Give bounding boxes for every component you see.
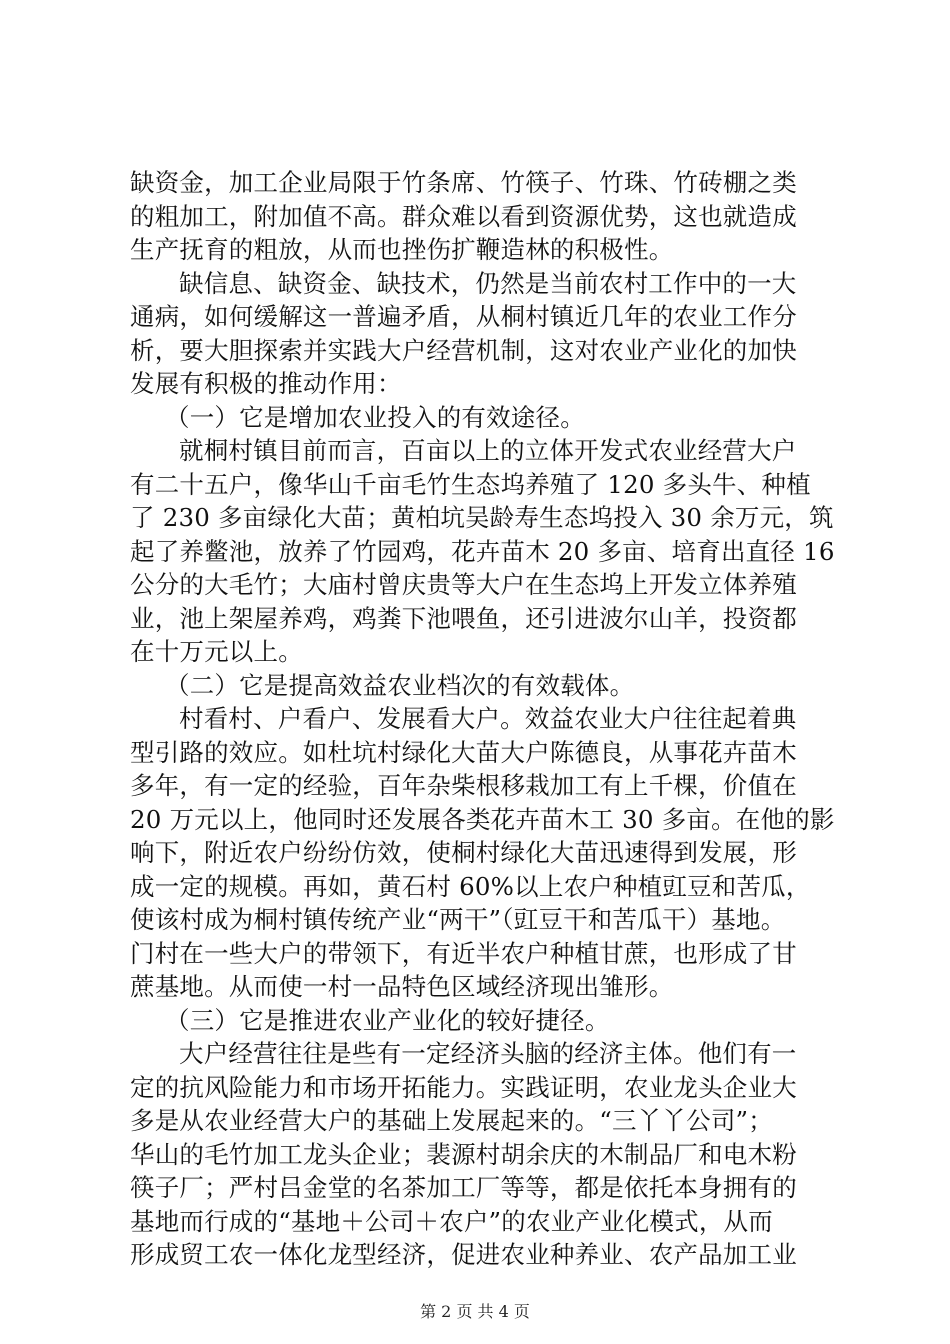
- text-line: 多是从农业经营大户的基础上发展起来的。“三丫丫公司”；: [130, 1106, 773, 1135]
- text-line: 华山的毛竹加工龙头企业；裴源村胡余庆的木制品厂和电木粉: [130, 1139, 797, 1169]
- text-line: 在十万元以上。: [130, 637, 303, 666]
- text-line: 定的抗风险能力和市场开拓能力。实践证明，农业龙头企业大: [130, 1072, 797, 1102]
- text-line: 村看村、户看户、发展看大户。效益农业大户往往起着典: [179, 704, 797, 733]
- text-line: 生产抚育的粗放，从而也挫伤扩鞭造林的积极性。: [130, 235, 674, 264]
- text-line: 了 230 多亩绿化大苗；黄柏坑吴龄寿生态坞投入 30 余万元，筑: [130, 503, 834, 532]
- text-line: 起了养鳖池，放养了竹园鸡，花卉苗木 20 多亩、培育出直径 16: [130, 536, 835, 566]
- text-line: 使该村成为桐村镇传统产业“两干”（豇豆干和苦瓜干）基地。: [130, 905, 786, 934]
- text-line: 多年，有一定的经验，百年杂柴根移栽加工有上千棵，价值在: [130, 771, 797, 800]
- page-footer: 第 2 页 共 4 页: [420, 1302, 530, 1321]
- section-heading-line: （一）它是增加农业投入的有效途径。: [165, 402, 585, 432]
- text-line: 通病，如何缓解这一普遍矛盾，从桐村镇近几年的农业工作分: [130, 302, 797, 331]
- text-line: 缺资金，加工企业局限于竹条席、竹筷子、竹珠、竹砖棚之类: [130, 168, 797, 197]
- text-line: 发展有积极的推动作用：: [130, 369, 402, 398]
- text-line: 20 万元以上，他同时还发展各类花卉苗木工 30 多亩。在他的影: [130, 804, 835, 834]
- text-line: 蔗基地。从而使一村一品特色区域经济现出雏形。: [130, 972, 674, 1001]
- text-line: 筷子厂；严村吕金堂的名茶加工厂等等，都是依托本身拥有的: [130, 1173, 797, 1202]
- document-body: [130, 166, 835, 1272]
- text-line: 析，要大胆探索并实践大户经营机制，这对农业产业化的加快: [130, 335, 797, 365]
- text-line: 公分的大毛竹；大庙村曾庆贵等大户在生态坞上开发立体养殖: [130, 570, 797, 599]
- text-line: 形成贸工农一体化龙型经济，促进农业种养业、农产品加工业: [130, 1240, 797, 1269]
- text-line: 门村在一些大户的带领下，有近半农户种植甘蔗，也形成了甘: [130, 938, 797, 968]
- text-line: 大户经营往往是些有一定经济头脑的经济主体。他们有一: [179, 1039, 797, 1068]
- text-line: 业，池上架屋养鸡，鸡粪下池喂鱼，还引进波尔山羊，投资都: [130, 603, 797, 633]
- section-heading-line: （三）它是推进农业产业化的较好捷径。: [165, 1005, 610, 1035]
- text-line: 缺信息、缺资金、缺技术，仍然是当前农村工作中的一大: [179, 268, 797, 298]
- text-line: 就桐村镇目前而言，百亩以上的立体开发式农业经营大户: [179, 436, 797, 465]
- text-line: 型引路的效应。如杜坑村绿化大苗大户陈德良，从事花卉苗木: [130, 737, 797, 767]
- text-line: 有二十五户，像华山千亩毛竹生态坞养殖了 120 多头牛、种植: [130, 469, 811, 499]
- text-line: 的粗加工，附加值不高。群众难以看到资源优势，这也就造成: [130, 201, 797, 231]
- text-line: 基地而行成的“基地＋公司＋农户”的农业产业化模式，从而: [130, 1206, 773, 1236]
- text-line: 成一定的规模。再如，黄石村 60%以上农户种植豇豆和苦瓜，: [130, 871, 811, 901]
- text-line: 响下，附近农户纷纷仿效，使桐村绿化大苗迅速得到发展，形: [130, 838, 797, 867]
- section-heading-line: （二）它是提高效益农业档次的有效载体。: [165, 670, 635, 700]
